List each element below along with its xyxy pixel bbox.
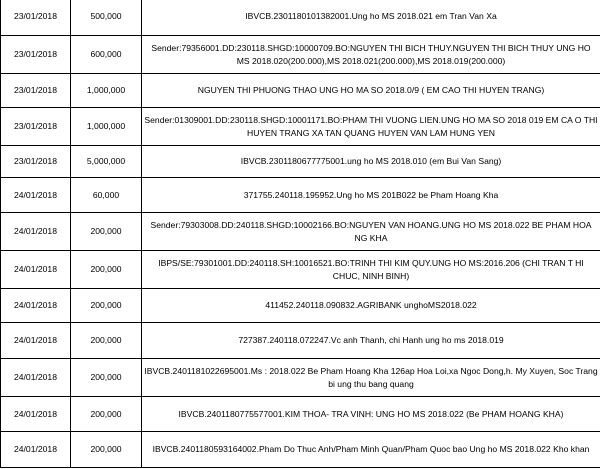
description-cell: 411452.240118.090832.AGRIBANK unghoMS2018.022 xyxy=(142,289,600,323)
table-row xyxy=(1,251,600,289)
table-row xyxy=(1,359,600,397)
amount-cell: 60,000 xyxy=(71,178,142,213)
table-row xyxy=(1,0,600,36)
description-cell: Sender:01309001.DD:230118.SHGD:10001171.BO:PHAM THI VUONG LIEN.UNG HO MA SO 2018 019 EM CA O THI HUYEN TRANG XA TAN QUANG HUYEN VAN LAM HUNG YEN xyxy=(142,108,600,146)
table-row xyxy=(1,397,600,432)
table-row xyxy=(1,289,600,323)
description-cell: 727387.240118.072247.Vc anh Thanh, chi Hanh ung ho ms 2018.019 xyxy=(142,323,600,359)
date-cell: 23/01/2018 xyxy=(1,36,71,74)
table-row xyxy=(1,323,600,359)
amount-cell: 200,000 xyxy=(71,432,142,468)
amount-cell: 200,000 xyxy=(71,359,142,397)
description-cell: Sender:79356001.DD:230118.SHGD:10000709.BO:NGUYEN THI BICH THUY.NGUYEN THI BICH THUY UNG HO MS 2018.020(200.000),MS 2018.021(200.000),MS 2018.019(200.000) xyxy=(142,36,600,74)
amount-cell: 200,000 xyxy=(71,323,142,359)
table-row xyxy=(1,74,600,108)
description-cell: IBPS/SE:79301001.DD:240118.SH:10016521.BO:TRINH THI KIM QUY.UNG HO MS:2016.206 (CHI TRAN T HI CHUC, NINH BINH) xyxy=(142,251,600,289)
amount-cell: 1,000,000 xyxy=(71,108,142,146)
description-cell: IBVCB.2301180677775001.ung ho MS 2018.010 (em Bui Van Sang) xyxy=(142,146,600,178)
date-cell: 23/01/2018 xyxy=(1,146,71,178)
date-cell: 24/01/2018 xyxy=(1,289,71,323)
date-cell: 24/01/2018 xyxy=(1,323,71,359)
amount-cell: 200,000 xyxy=(71,213,142,251)
date-cell: 23/01/2018 xyxy=(1,74,71,108)
amount-cell: 1,000,000 xyxy=(71,74,142,108)
date-cell: 23/01/2018 xyxy=(1,108,71,146)
date-cell: 23/01/2018 xyxy=(1,0,71,36)
amount-cell: 600,000 xyxy=(71,36,142,74)
amount-cell: 500,000 xyxy=(71,0,142,36)
table-row xyxy=(1,178,600,213)
amount-cell: 200,000 xyxy=(71,397,142,432)
table-row xyxy=(1,432,600,468)
date-cell: 24/01/2018 xyxy=(1,359,71,397)
table-row xyxy=(1,213,600,251)
date-cell: 24/01/2018 xyxy=(1,213,71,251)
amount-cell: 200,000 xyxy=(71,289,142,323)
amount-cell: 5,000,000 xyxy=(71,146,142,178)
amount-cell: 200,000 xyxy=(71,251,142,289)
table-row xyxy=(1,36,600,74)
description-cell: 371755.240118.195952.Ung ho MS 201B022 be Pham Hoang Kha xyxy=(142,178,600,213)
description-cell: Sender:79303008.DD:240118.SHGD:10002166.BO:NGUYEN VAN HOANG.UNG HO MS 2018.022 BE PHAM HOA NG KHA xyxy=(142,213,600,251)
date-cell: 24/01/2018 xyxy=(1,251,71,289)
table-row xyxy=(1,108,600,146)
date-cell: 24/01/2018 xyxy=(1,397,71,432)
description-cell: IBVCB.2401180775577001.KIM THOA- TRA VINH: UNG HO MS 2018.022 (Be PHAM HOANG KHA) xyxy=(142,397,600,432)
date-cell: 24/01/2018 xyxy=(1,178,71,213)
description-cell: NGUYEN THI PHUONG THAO UNG HO MA SO 2018.0/9 ( EM CAO THI HUYEN TRANG) xyxy=(142,74,600,108)
table-row xyxy=(1,146,600,178)
description-cell: IBVCB.2301180101382001.Ung ho MS 2018.021 em Tran Van Xa xyxy=(142,0,600,36)
description-cell: IBVCB.2401181022695001.Ms : 2018.022 Be Pham Hoang Kha 126ap Hoa Loi,xa Ngoc Dong,h. My Xuyen, Soc Trang bi ung thu bang quang xyxy=(142,359,600,397)
date-cell: 24/01/2018 xyxy=(1,432,71,468)
description-cell: IBVCB.2401180593164002.Pham Do Thuc Anh/Pham Minh Quan/Pham Quoc bao Ung ho MS 2018.022 Kho khan xyxy=(142,432,600,468)
